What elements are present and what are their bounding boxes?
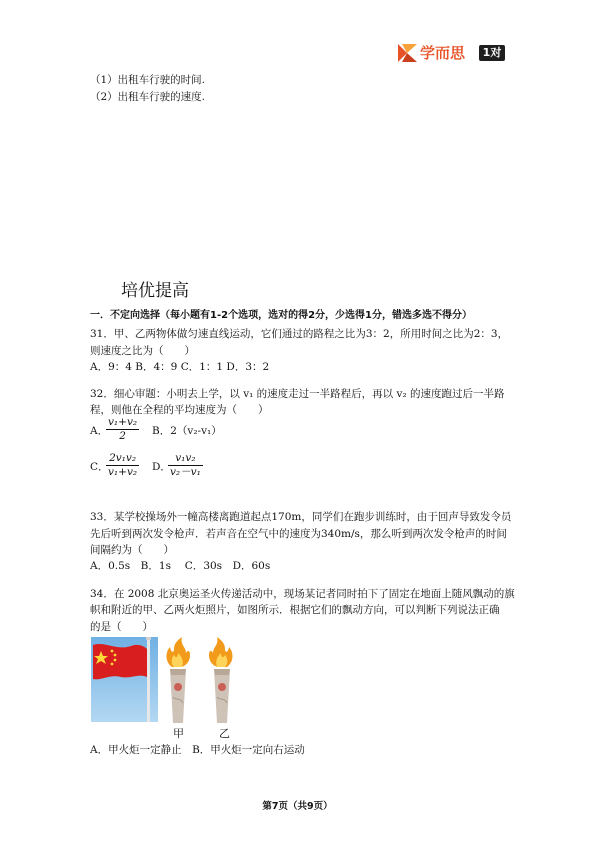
q34-options: A．甲火炬一定静止 B．甲火炬一定向右运动 [90,744,305,756]
q32-option-c-label: C． [90,461,109,473]
flagpole [147,639,150,722]
q32-option-d-label: D． [152,461,171,473]
q32-option-a-denominator: 2 [119,430,126,442]
page-footer: 第7页（共9页） [262,801,333,812]
q34-line-1: 34．在 2008 北京奥运圣火传递活动中，现场某记者同时拍下了固定在地面上随风飘动的旗 [90,588,515,600]
q34-line-2: 帜和附近的甲、乙两火炬照片，如图所示．根据它们的飘动方向，可以判断下列说法正确 [90,604,500,616]
q31-options: A．9：4 B．4：9 C．1：1 D．3：2 [90,361,270,373]
torch-label-yi: 乙 [219,727,230,740]
q34-line-3: 的是（ ） [90,621,153,633]
q33-line-1: 33．某学校操场外一幢高楼离跑道起点170m，同学们在跑步训练时，由于回声导致发令员 [90,511,512,523]
q33-line-3: 间隔约为（ ） [90,544,174,556]
q32-option-a-fraction [106,416,139,443]
q32-option-d-fraction [168,452,203,479]
brand-logo [398,43,506,75]
q32-option-c-denominator: v₁+v₂ [108,466,138,478]
q31-line-2: 则速度之比为（ ） [90,345,195,357]
torch-jia-icon [160,637,194,725]
q32-line-2: 程，则他在全程的平均速度为（ ） [90,404,269,416]
section-title: 培优提高 [121,281,189,301]
logo-text: 学而思 [420,44,466,62]
q32-option-d-denominator: v₂－v₁ [170,466,201,478]
q32-option-c-fraction [106,452,139,479]
q33-options: A．0.5s B．1s C．30s D．60s [90,560,271,572]
q33-line-2: 先后听到两次发令枪声．若声音在空气中的速度为340m/s，那么听到两次发令枪声的时间 [90,528,507,540]
torch-label-jia: 甲 [173,727,184,740]
torch-yi-icon [205,637,239,725]
logo-badge: 1对1 [479,45,505,61]
q32-option-b: B．2（v₂-v₁） [152,425,222,437]
q32-option-a-label: A． [90,425,109,437]
q32-line-1: 32．细心审题：小明去上学，以 v₁ 的速度走过一半路程后，再以 v₂ 的速度跑过后一半路 [90,388,505,400]
q32-option-c-numerator: 2v₁v₂ [106,452,139,466]
q32-option-d-numerator: v₁v₂ [168,452,203,466]
q32-option-a-numerator: v₁+v₂ [108,416,138,428]
prev-item-2: （2）出租车行驶的速度. [90,91,206,103]
flag-photo [91,637,158,722]
q31-line-1: 31．甲、乙两物体做匀速直线运动，它们通过的路程之比为3：2，所用时间之比为2：3， [90,328,509,340]
logo-mark-icon [398,44,417,62]
prev-item-1: （1）出租车行驶的时间. [90,74,206,86]
section-subheading: 一．不定向选择（每小题有1-2个选项，选对的得2分，少选得1分，错选多选不得分） [90,310,472,321]
flag-icon [93,644,147,679]
